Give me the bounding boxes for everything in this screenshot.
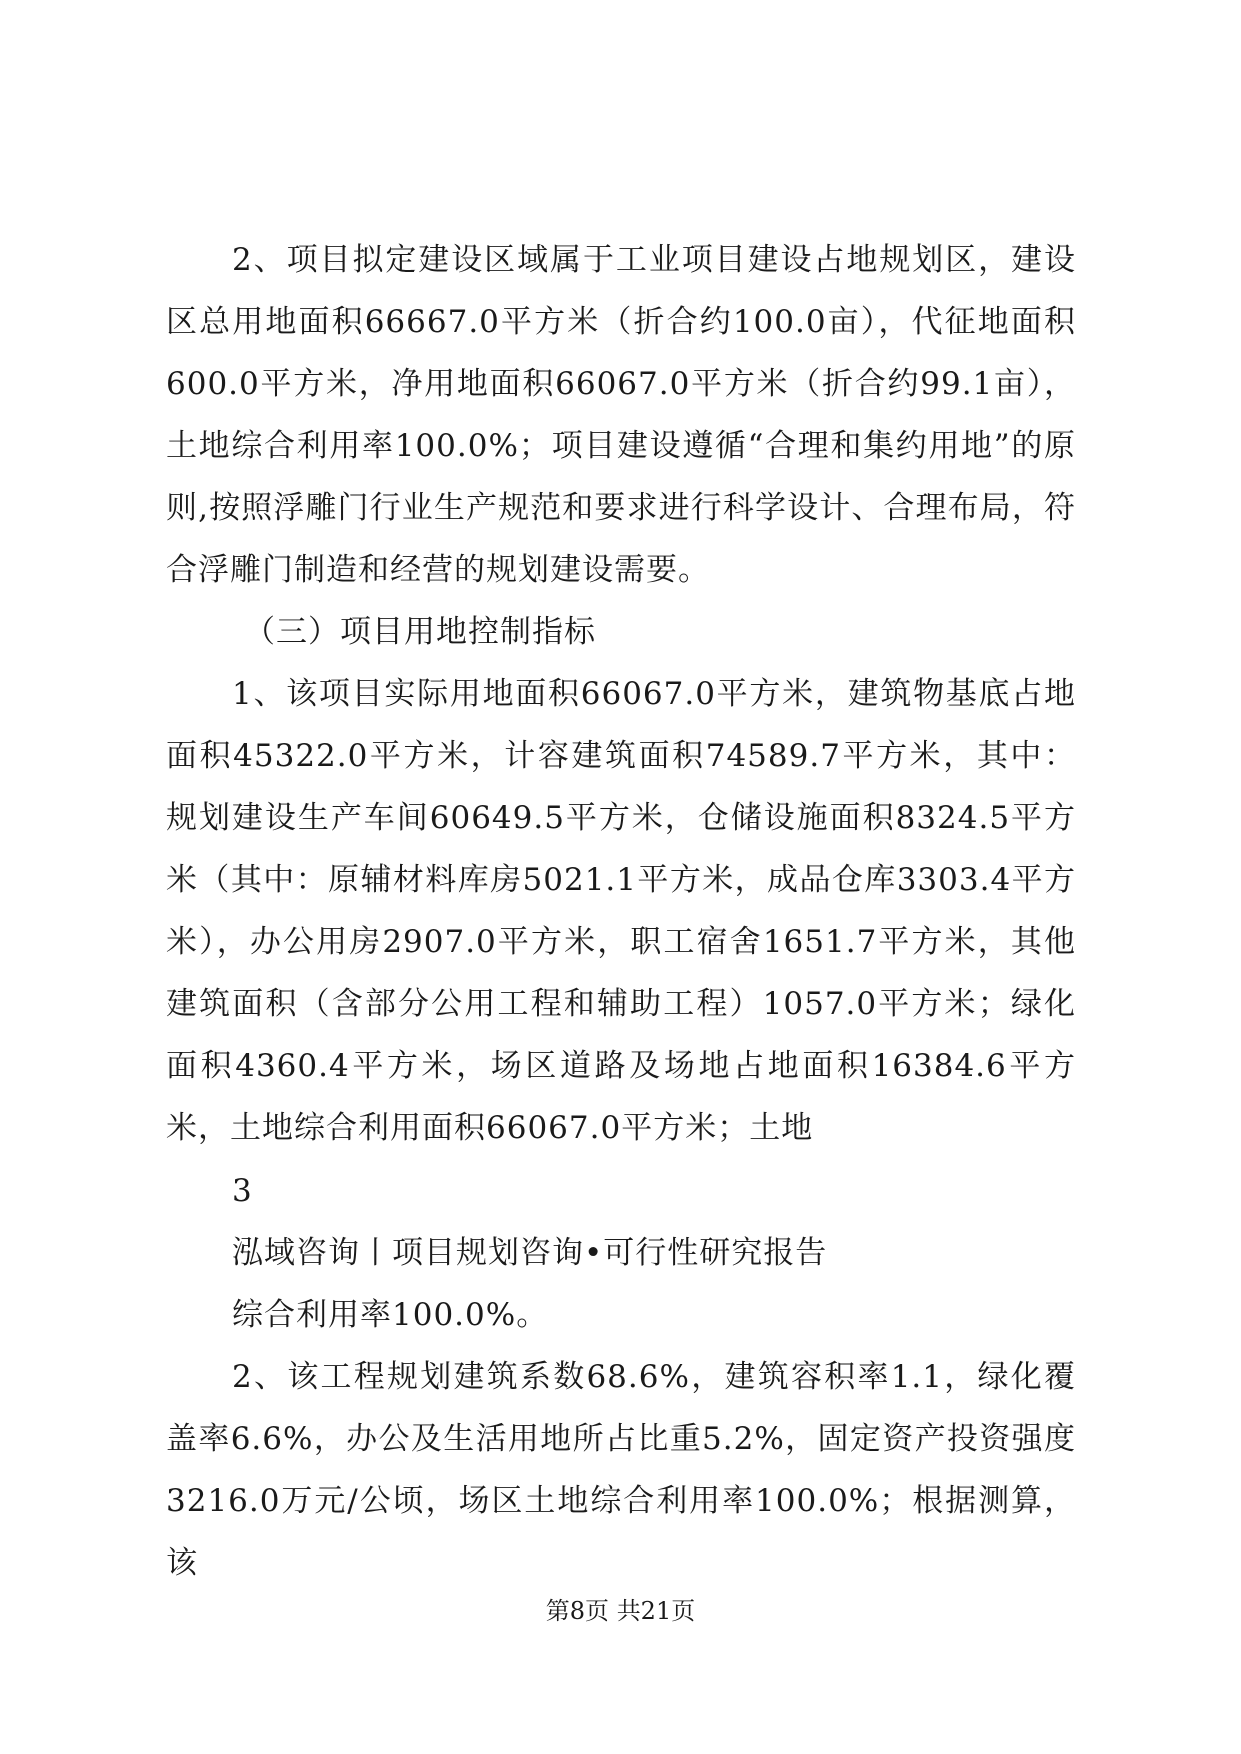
inline-page-number: 3 xyxy=(232,1173,253,1209)
paragraph-utilization-rate: 综合利用率100.0%。 xyxy=(232,1297,549,1333)
page-footer xyxy=(0,1596,1241,1626)
paragraph-building-coefficients: 2、该工程规划建筑系数68.6%，建筑容积率1.1，绿化覆盖率6.6%，办公及生活用地所占比重5.2%，固定资产投资强度3216.0万元/公顷，场区土地综合利用率100.0%；根据测算，该 xyxy=(166,1359,1076,1581)
section-heading-land-control: （三）项目用地控制指标 xyxy=(244,614,596,650)
footer-page-label: 第8页 xyxy=(545,1597,610,1625)
paragraph-land-area: 2、项目拟定建设区域属于工业项目建设占地规划区，建设区总用地面积66667.0平方米（折合约100.0亩），代征地面积600.0平方米，净用地面积66067.0平方米（折合约99.1亩），土地综合利用率100.0%；项目建设遵循“合理和集约用地”的原则,按照浮雕门行业生产规范和要求进行科学设计、合理布局，符合浮雕门制造和经营的规划建设需要。 xyxy=(166,242,1076,588)
inline-report-header: 泓域咨询丨项目规划咨询•可行性研究报告 xyxy=(232,1235,828,1271)
footer-total-label: 共21页 xyxy=(616,1597,696,1625)
paragraph-land-indicators: 1、该项目实际用地面积66067.0平方米，建筑物基底占地面积45322.0平方米，计容建筑面积74589.7平方米，其中：规划建设生产车间60649.5平方米，仓储设施面积8324.5平方米（其中：原辅材料库房5021.1平方米，成品仓库3303.4平方米），办公用房2907.0平方米，职工宿舍1651.7平方米，其他建筑面积（含部分公用工程和辅助工程）1057.0平方米；绿化面积4360.4平方米，场区道路及场地占地面积16384.6平方米，土地综合利用面积66067.0平方米；土地 xyxy=(166,676,1076,1146)
